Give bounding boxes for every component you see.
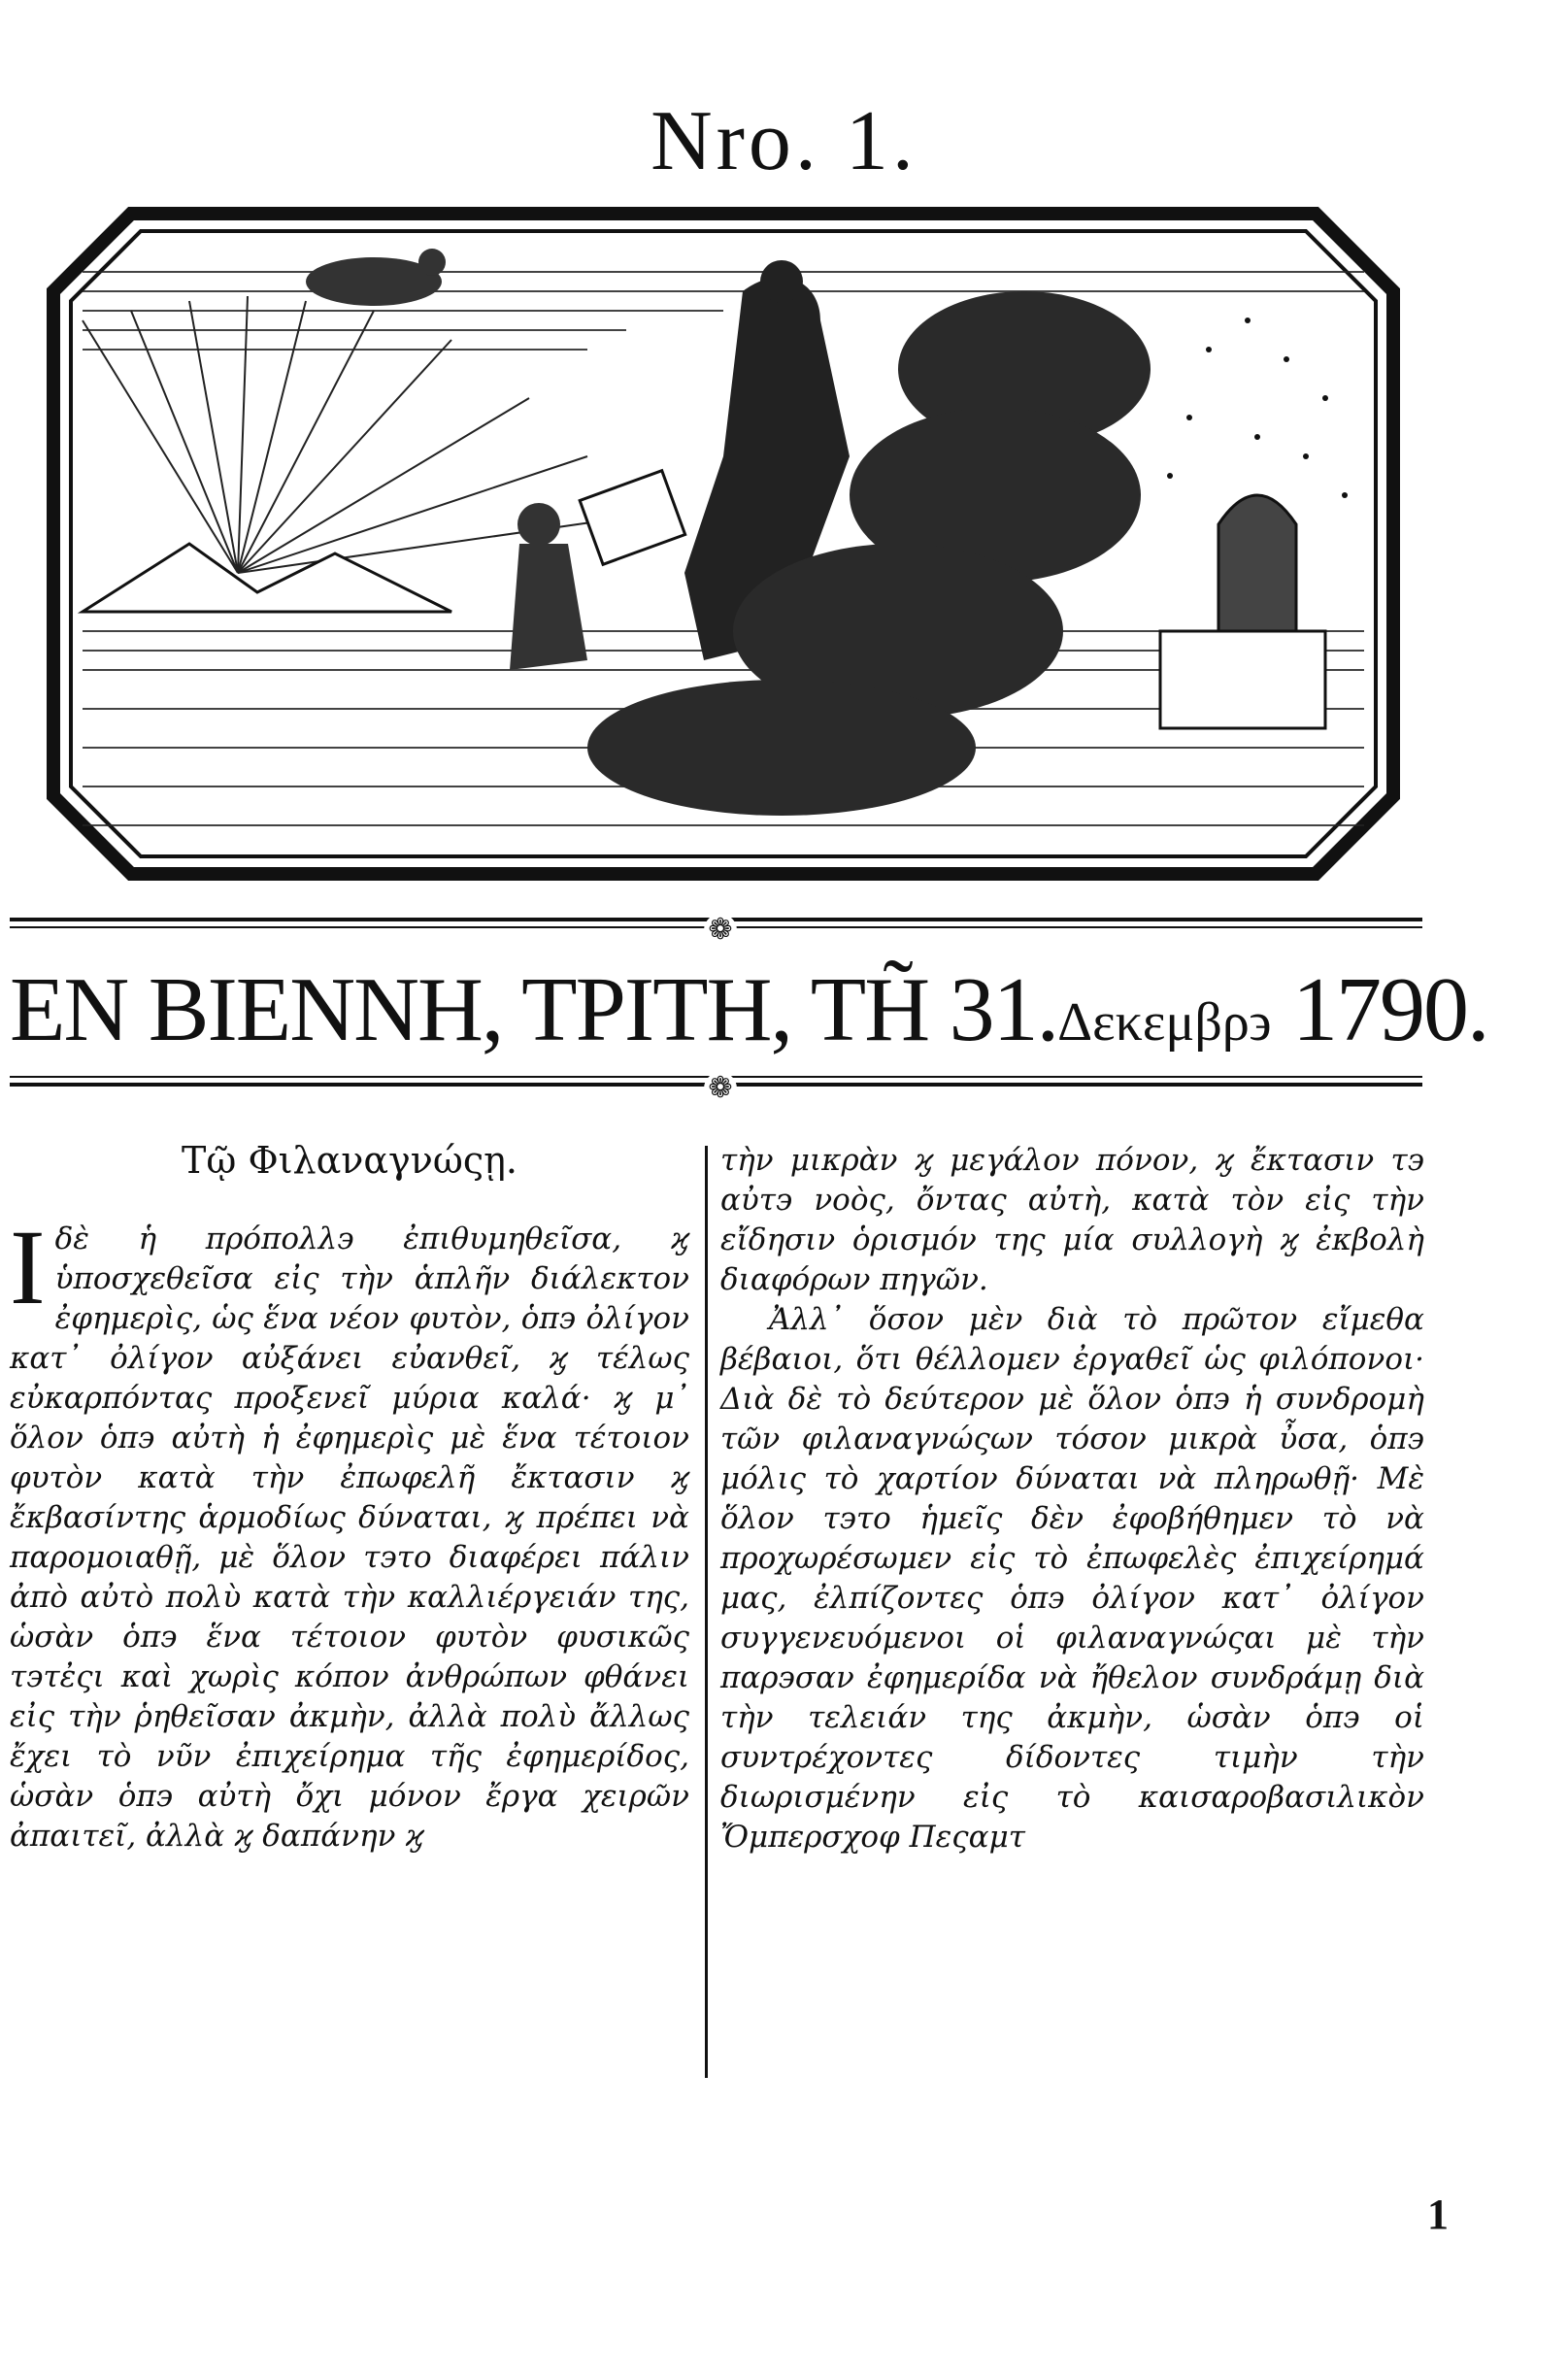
dateline-day: 31. <box>949 959 1058 1060</box>
dedication-heading: Τῷ Φιλαναγνώςῃ. <box>182 1139 517 1182</box>
fleuron-icon: ❁ <box>704 1072 737 1105</box>
column-divider <box>705 1146 708 2078</box>
allegorical-vignette <box>44 204 1403 884</box>
right-paragraph-1: τὴν μικρὰν ϗ μεγάλον πόνον, ϗ ἔκτασιν τ϶ αὐτ϶ νοὸς, ὄντας αὐτὴ, κατὰ τὸν εἰς τὴν εἴδησιν ὁρισμόν της μία συλλογὴ ϗ ἐκβολὴ διαφόρων πηγῶν. <box>720 1143 1424 1297</box>
top-ornamental-rule <box>10 913 1422 947</box>
dateline-year: 1790. <box>1291 959 1488 1060</box>
dateline-main: EN BIENNH, TPITH, TH̃ <box>10 959 929 1060</box>
issue-number: Nro. 1. <box>651 94 917 188</box>
right-paragraph-2: Ἀλλ᾽ ὅσον μὲν διὰ τὸ πρῶτον εἴμεθα βέβαιοι, ὅτι θέλλομεν ἐργαθεῖ ὡς φιλόπονοι· Διὰ δὲ τὸ δεύτερον μὲ ὅλον ὁπ϶ ἡ συνδρομὴ τῶν φιλαναγνώςων τόσον μικρὰ ὖσα, ὁπ϶ μόλις τὸ χαρτίον δύναται νὰ πληρωθῇ· Μὲ ὅλον τ϶το ἡμεῖς δὲν ἐφοβήθημεν τὸ νὰ προχωρέσωμεν εἰς τὸ ἐπωφελὲς ἐπιχείρημά μας, ἐλπίζοντες ὁπ϶ ὀλίγον κατ᾽ ὀλίγον συγγενευόμενοι οἱ φιλαναγνώςαι μὲ τὴν παρ϶σαν ἐφημερίδα νὰ ἤθελον συνδράμῃ διὰ τὴν τελειάν της ἀκμὴν, ὡσὰν ὁπ϶ οἱ συντρέχοντες δίδοντες τιμὴν τὴν διωρισμένην εἰς τὸ καισαροβασιλικὸν Ὄμπερσχοφ Πεςαμτ <box>720 1302 1424 1855</box>
drop-cap: I <box>10 1208 46 1326</box>
dateline-month: Δεκεμβρ϶ <box>1057 992 1272 1053</box>
dateline <box>10 956 1488 1076</box>
fleuron-icon: ❁ <box>704 914 737 947</box>
left-column <box>10 1141 689 1857</box>
page-number: 1 <box>1427 2191 1449 2238</box>
left-column-text: δὲ ἡ πρόπολλ϶ ἐπιθυμηθεῖσα, ϗ ὑποσχεθεῖσα εἰς τὴν ἁπλῆν διάλεκτον ἐφημερὶς, ὡς ἕνα νέον φυτὸν, ὁπ϶ ὀλίγον κατ᾽ ὀλίγον αὐξάνει εὐανθεῖ, ϗ τέλως εὐκαρπόντας προξενεῖ μύρια καλά· ϗ μ᾽ ὅλον ὁπ϶ αὐτὴ ἡ ἐφημερὶς μὲ ἕνα τέτοιον φυτὸν κατὰ τὴν ἐπωφελῆ ἔκτασιν ϗ ἔκβασίντης ἁρμοδίως δύναται, ϗ πρέπει νὰ παρομοιαθῇ, μὲ ὅλον τ϶το διαφέρει πάλιν ἀπὸ αὐτὸ πολὺ κατὰ τὴν καλλιέργειάν της, ὡσὰν ὁπ϶ ἕνα τέτοιον φυτὸν φυσικῶς τ϶τἐςι καὶ χωρὶς κόπον ἀνθρώπων φθάνει εἰς τὴν ῥηθεῖσαν ἀκμὴν, ἀλλὰ πολὺ ἄλλως ἔχει τὸ νῦν ἐπιχείρημα τῆς ἐφημερίδος, ὡσὰν ὁπ϶ αὐτὴ ὄχι μόνον ἔργα χειρῶν ἀπαιτεῖ, ἀλλὰ ϗ δαπάνην ϗ <box>10 1221 689 1854</box>
bottom-ornamental-rule <box>10 1071 1422 1105</box>
right-column <box>720 1141 1424 1857</box>
